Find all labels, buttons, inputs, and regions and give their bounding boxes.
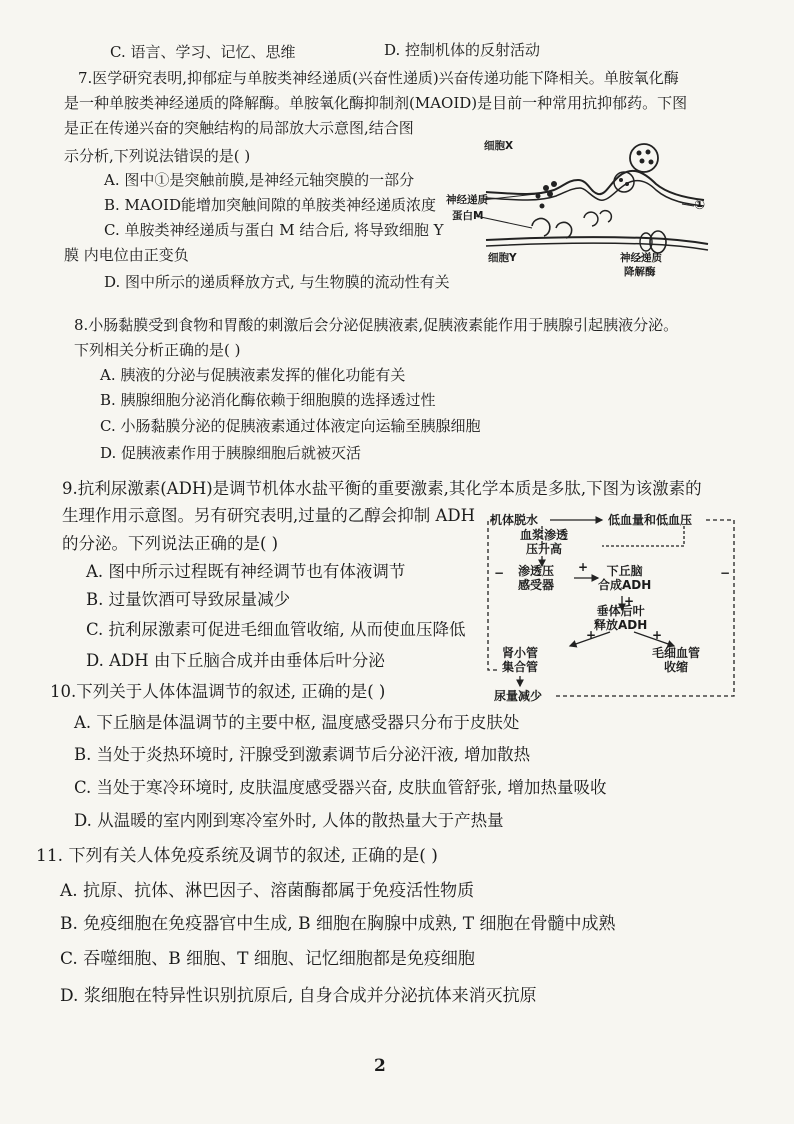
q11-option-a: A. 抗原、抗体、淋巴因子、溶菌酶都属于免疫活性物质 <box>60 881 475 901</box>
sign-minus-1: − <box>494 566 505 580</box>
box-kidney-line-1: 肾小管 <box>502 646 539 660</box>
q6-option-c: C. 语言、学习、记忆、思维 <box>110 43 296 61</box>
label-marker-1: ① <box>694 198 706 213</box>
label-neurotransmitter: 神经递质 <box>446 194 488 206</box>
box-pituitary-line-1: 垂体后叶 <box>596 604 645 618</box>
q10-option-a: A. 下丘脑是体温调节的主要中枢, 温度感受器只分布于皮肤处 <box>74 713 520 732</box>
adh-flow-diagram <box>484 510 746 706</box>
q7-option-c-1: C. 单胺类神经递质与蛋白 M 结合后, 将导致细胞 Y <box>104 221 444 239</box>
label-enzyme-2: 降解酶 <box>624 266 656 278</box>
box-low-volume: 低血量和低血压 <box>608 513 693 527</box>
q9-stem-1: 9.抗利尿激素(ADH)是调节机体水盐平衡的重要激素,其化学本质是多肽,下图为该激素的 <box>62 479 702 498</box>
q7-stem-4: 示分析,下列说法错误的是( ) <box>64 147 251 165</box>
label-cell-x: 细胞X <box>484 140 514 152</box>
box-dehydration: 机体脱水 <box>490 513 539 527</box>
q9-option-b: B. 过量饮酒可导致尿量减少 <box>86 590 291 609</box>
box-urine: 尿量减少 <box>494 689 543 703</box>
q11-option-c: C. 吞噬细胞、B 细胞、T 细胞、记忆细胞都是免疫细胞 <box>60 949 475 969</box>
label-protein-m: 蛋白M <box>452 210 484 222</box>
q10-option-b: B. 当处于炎热环境时, 汗腺受到激素调节后分泌汗液, 增加散热 <box>74 745 531 764</box>
box-hypothalamus-line-1: 下丘脑 <box>606 564 643 578</box>
q7-option-a: A. 图中①是突触前膜,是神经元轴突膜的一部分 <box>104 171 415 189</box>
sign-plus-2: + <box>624 594 635 608</box>
box-capillary <box>652 646 700 674</box>
label-enzyme-1: 神经递质 <box>620 252 662 264</box>
page-number: 2 <box>374 1056 386 1076</box>
box-receptor <box>518 564 554 592</box>
box-capillary-line-2: 收缩 <box>664 660 689 674</box>
q9-stem-3: 的分泌。下列说法正确的是( ) <box>62 534 279 553</box>
box-pituitary <box>594 604 647 632</box>
label-cell-y: 细胞Y <box>488 252 517 264</box>
q10-option-d: D. 从温暖的室内刚到寒冷室外时, 人体的散热量大于产热量 <box>74 811 504 830</box>
sign-plus-3: + <box>586 628 597 642</box>
q9-option-d: D. ADH 由下丘脑合成并由垂体后叶分泌 <box>86 651 385 670</box>
box-hypothalamus <box>598 564 651 592</box>
synapse-diagram <box>446 134 710 284</box>
q7-option-d: D. 图中所示的递质释放方式, 与生物膜的流动性有关 <box>104 273 450 291</box>
q11-stem: 11. 下列有关人体免疫系统及调节的叙述, 正确的是( ) <box>36 846 438 866</box>
q11-option-d: D. 浆细胞在特异性识别抗原后, 自身合成并分泌抗体来消灭抗原 <box>60 986 537 1006</box>
q7-stem-2: 是一种单胺类神经递质的降解酶。单胺氧化酶抑制剂(MAOID)是目前一种常用抗抑郁药。下图 <box>64 94 688 112</box>
q8-option-a: A. 胰液的分泌与促胰液素发挥的催化功能有关 <box>100 366 406 384</box>
sign-minus-2: − <box>720 566 731 580</box>
q8-option-d: D. 促胰液素作用于胰腺细胞后就被灭活 <box>100 444 362 462</box>
q7-stem-1: 7.医学研究表明,抑郁症与单胺类神经递质(兴奋性递质)兴奋传递功能下降相关。单胺氧化酶 <box>78 69 679 87</box>
q8-stem-2: 下列相关分析正确的是( ) <box>74 341 241 359</box>
box-osmotic <box>520 528 568 556</box>
q10-option-c: C. 当处于寒冷环境时, 皮肤温度感受器兴奋, 皮肤血管舒张, 增加热量吸收 <box>74 778 607 797</box>
q9-option-c: C. 抗利尿激素可促进毛细血管收缩, 从而使血压降低 <box>86 620 466 639</box>
box-receptor-line-1: 渗透压 <box>518 564 555 578</box>
q8-option-c: C. 小肠黏膜分泌的促胰液素通过体液定向运输至胰腺细胞 <box>100 417 481 435</box>
box-osmotic-line-2: 压升高 <box>526 542 563 556</box>
box-osmotic-line-1: 血浆渗透 <box>520 528 569 542</box>
box-receptor-line-2: 感受器 <box>518 578 555 592</box>
synapse-svg <box>446 134 710 284</box>
q8-stem-1: 8.小肠黏膜受到食物和胃酸的刺激后会分泌促胰液素,促胰液素能作用于胰腺引起胰液分泌。 <box>74 316 679 334</box>
q11-option-b: B. 免疫细胞在免疫器官中生成, B 细胞在胸腺中成熟, T 细胞在骨髓中成熟 <box>60 914 616 934</box>
q10-stem: 10.下列关于人体体温调节的叙述, 正确的是( ) <box>50 682 386 701</box>
q7-stem-3: 是正在传递兴奋的突触结构的局部放大示意图,结合图 <box>64 119 414 137</box>
q9-option-a: A. 图中所示过程既有神经调节也有体液调节 <box>86 562 406 581</box>
q7-option-c-2: 膜 内电位由正变负 <box>64 246 189 264</box>
q6-option-d: D. 控制机体的反射活动 <box>384 41 541 59</box>
box-pituitary-line-2: 释放ADH <box>594 618 648 632</box>
q7-option-b: B. MAOID能增加突触间隙的单胺类神经递质浓度 <box>104 196 437 214</box>
box-capillary-line-1: 毛细血管 <box>652 646 701 660</box>
box-kidney <box>502 646 538 674</box>
q8-option-b: B. 胰腺细胞分泌消化酶依赖于细胞膜的选择透过性 <box>100 391 436 409</box>
box-kidney-line-2: 集合管 <box>502 660 539 674</box>
box-hypothalamus-line-2: 合成ADH <box>598 578 652 592</box>
sign-plus-1: + <box>578 560 589 574</box>
vesicle-icon <box>630 144 658 172</box>
sign-plus-4: + <box>652 628 663 642</box>
q9-stem-2: 生理作用示意图。另有研究表明,过量的乙醇会抑制 ADH <box>62 506 476 525</box>
